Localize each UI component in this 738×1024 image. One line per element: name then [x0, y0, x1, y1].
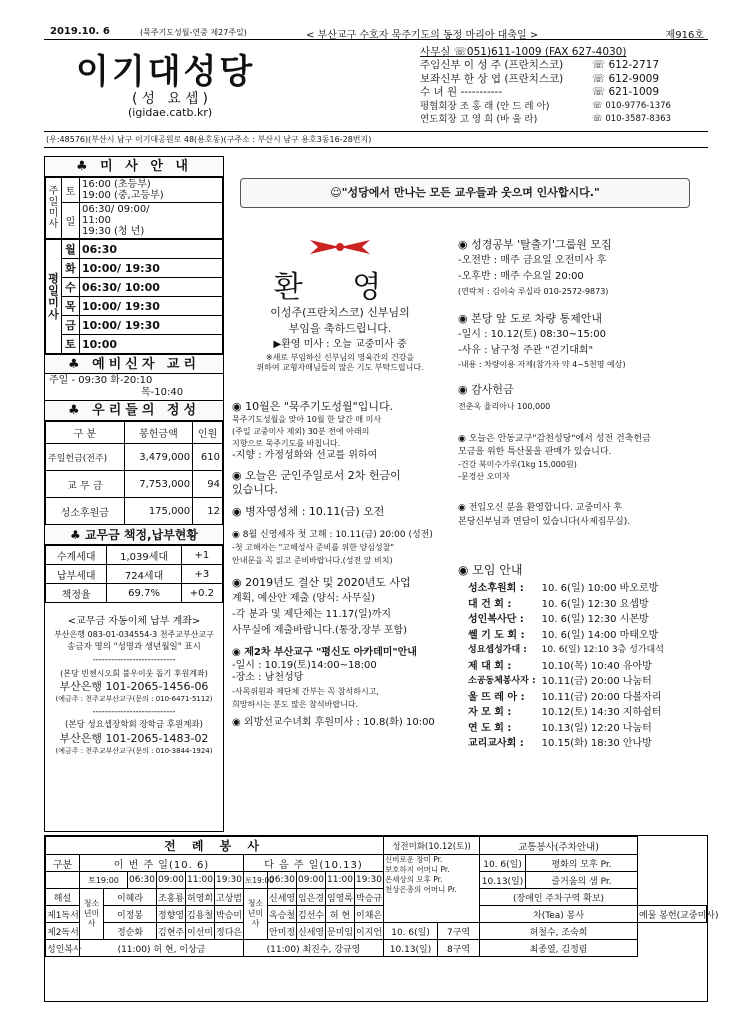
dues-value: 724세대: [107, 565, 181, 584]
meeting-row: [468, 705, 664, 721]
reader-name: 허영희: [186, 889, 215, 906]
meeting-group: 제 대 회 :: [468, 660, 512, 672]
meeting-group: 성요셉성가대 :: [468, 645, 527, 655]
offering-count: 610: [193, 444, 223, 471]
reader-name: 고상범: [215, 889, 244, 906]
division-label: 구분: [46, 855, 80, 872]
reader-name: 신세영: [297, 923, 326, 940]
notice-heading: ◉ 성경공부 '탈출기'그룹원 모집: [458, 238, 612, 251]
notice-item: [458, 311, 708, 371]
reader-name: 안미정: [268, 923, 297, 940]
dues-section-title: ♣ 교무금 책정,납부현황: [45, 525, 223, 545]
mass-schedule-table: [45, 177, 223, 239]
bank-line: (예금주 : 천주교부산교구(문의 : 010-6471-5112): [55, 695, 213, 703]
saturday-label: 토: [62, 178, 80, 203]
notice-line: 계획, 예산안 제출 (양식: 사무실): [232, 593, 375, 604]
reader-name: 박승미: [215, 906, 244, 923]
notice-line: -첫 고해자는 "고해성사 준비를 위한 양심성찰": [232, 543, 395, 552]
time-slot: 09:00: [157, 872, 186, 889]
notice-item: [458, 433, 708, 483]
contact-row: [420, 86, 712, 99]
contact-list: [420, 46, 712, 126]
altar-server-this: (11:00) 허 현, 이상금: [80, 940, 244, 957]
meetings-title: ◉ 모임 안내: [458, 563, 523, 577]
notice-line: -지향 : 가정성화와 선교를 위하여: [232, 450, 378, 461]
greeting-banner: ☺"성당에서 만나는 모든 교우들과 웃으며 인사합시다.": [240, 178, 690, 208]
bank-line: (본당 빈첸시오회 불우이웃 돕기 후원계좌): [60, 669, 208, 678]
welcome-title: 환 영: [273, 270, 402, 305]
offering-category: 주일헌금(전주): [46, 444, 125, 471]
mass-time: 11:00: [82, 215, 111, 226]
notice-heading: ◉ 제2차 부산교구 "평신도 아카데미"안내: [232, 647, 417, 658]
notice-heading: ◉ 8월 신영세자 첫 고해 : 10.11(금) 20:00 (성전): [232, 529, 433, 540]
dues-value: 1,039세대: [107, 546, 181, 565]
time-slot: 09:00: [297, 872, 326, 889]
time-slot: 11:00: [186, 872, 215, 889]
traffic-date: 10. 6(일): [480, 855, 526, 872]
offering-amount: 3,479,000: [124, 444, 193, 471]
contact-row: [420, 100, 712, 113]
notice-item: [232, 400, 447, 463]
meeting-row: [468, 643, 664, 659]
flower-name: 천상은총의 어머니 Pr.: [385, 885, 457, 894]
notice-heading: ◉ 10월은 "묵주기도성월"입니다.: [232, 400, 394, 413]
youth-mass-label: 청소년미사: [80, 889, 104, 940]
bank-divider: ---------------------------: [92, 655, 176, 665]
notice-line: -건강 북미수가루(1kg 15,000원): [458, 460, 577, 469]
notice-heading: ◉ 외방선교수녀회 후원미사 : 10.8(화) 10:00: [232, 716, 435, 728]
contact-label: 주임신부 이 성 주 (프란치스코): [420, 59, 564, 72]
bulletin-header: [44, 27, 708, 40]
contact-phone: ☏ 612-9009: [592, 72, 660, 85]
bank-accounts: [45, 603, 223, 758]
notice-item: [232, 647, 447, 711]
weekday-day: 월: [62, 240, 80, 259]
welcome-note: 위하여 교형자매님들의 많은 기도 부탁드립니다.: [256, 363, 424, 372]
notice-heading: ◉ 오늘은 군인주일로서 2차 헌금이: [232, 468, 401, 482]
reader-name: 이혜라: [104, 889, 157, 906]
weekday-day: 토: [62, 335, 80, 354]
catechism-line: 주일 - 09:30 화-20:10: [49, 375, 153, 386]
meeting-group: 쎌 기 도 회 :: [468, 629, 525, 641]
weekday-day: 목: [62, 297, 80, 316]
contact-label: 연도회장 고 영 희 (바 울 라): [420, 114, 538, 126]
offering-category: 성소후원금: [46, 498, 125, 525]
mass-time: 19:30 (청 년): [82, 226, 145, 237]
notice-item: [232, 505, 447, 519]
traffic-title: 교통봉사(주차안내): [480, 837, 638, 855]
parish-address: (우:48576)(부산시 남구 이기대공원로 48(용호동)(구주소 : 부산시 남구 용호3동16-28번지): [44, 131, 708, 148]
time-slot: 11:00: [326, 872, 355, 889]
time-slot: 토19:00: [80, 872, 128, 889]
time-slot: 06:30: [268, 872, 297, 889]
notice-line: 모금을 위한 특산물을 판매가 있습니다.: [458, 447, 612, 457]
gift-title: 예물 봉헌(교중미사): [638, 906, 707, 923]
weekday-time: 06:30/ 10:00: [80, 278, 223, 297]
notice-line: -내용 : 차량이용 자제(참가자 약 4~5천명 예상): [458, 360, 626, 369]
notice-line: -문경산 오미자: [458, 472, 510, 481]
time-slot: 19:30: [355, 872, 384, 889]
time-slot: 토19:00: [244, 872, 268, 889]
reader-name: 조홍룡: [157, 889, 186, 906]
traffic-group: 즐거움의 샘 Pr.: [526, 872, 638, 889]
notice-line: -장소 : 남천성당: [232, 672, 304, 683]
offering-count: 12: [193, 498, 223, 525]
notice-line: 전춘옥 율리아나 100,000: [458, 402, 551, 411]
reader-name: 문미임: [326, 923, 355, 940]
gift-names: 최종열, 김정림: [480, 940, 638, 957]
notice-heading: ◉ 본당 앞 도로 차량 통제안내: [458, 312, 602, 325]
sunday-mass-label: 주일미사: [46, 178, 62, 239]
meeting-group: 성인복사단 :: [468, 614, 524, 625]
reader-name: 정순화: [104, 923, 157, 940]
tea-title: 차(Tea) 봉사: [480, 906, 638, 923]
meeting-group: 자 모 회 :: [468, 707, 512, 718]
meeting-detail: 10.10(목) 10:40 유아방: [541, 660, 652, 672]
contact-label: 보좌신부 한 상 엽 (프란치스코): [420, 72, 564, 85]
mass-time: 06:30/ 09:00/: [82, 204, 150, 215]
contact-phone: ☏ 010-9776-1376: [592, 100, 671, 111]
offering-section-title: ♣ 우리들의 정성: [45, 401, 223, 421]
reader-name: 이채은: [355, 906, 384, 923]
parish-patron: (성 요셉): [132, 91, 212, 107]
notice-heading: ◉ 감사헌금: [458, 383, 514, 396]
notice-item: [232, 529, 447, 568]
weekday-time: 06:30: [80, 240, 223, 259]
bank-line: 부산은행 083-01-034554-3 천주교부산교구: [54, 630, 214, 639]
meeting-group: 대 건 회 :: [468, 598, 512, 610]
offering-amount: 7,753,000: [124, 471, 193, 498]
notice-heading: ◉ 2019년도 결산 및 2020년도 사업: [232, 576, 411, 589]
role-label: 제1독서: [46, 906, 80, 923]
meeting-detail: 10. 6(일) 12:30 시몬방: [541, 614, 649, 625]
welcome-line: 부임을 축하드립니다.: [288, 322, 392, 335]
dues-label: 수계세대: [46, 546, 107, 565]
reader-name: 임영록: [326, 889, 355, 906]
meeting-detail: 10.15(화) 18:30 안나방: [541, 738, 652, 749]
feast-notice: < 부산교구 수호자 묵주기도의 동정 마리아 대축일 >: [306, 30, 539, 41]
meeting-row: [468, 674, 664, 690]
tea-district: 7구역: [438, 923, 480, 940]
meeting-row: [468, 628, 664, 644]
contact-label: 수 녀 원 -----------: [420, 86, 503, 99]
notice-item: [232, 717, 447, 730]
notice-line: -오후반 : 매주 수요일 20:00: [458, 271, 584, 282]
contact-row: [420, 113, 712, 126]
welcome-line: ▶환영 미사 : 오늘 교중미사 중: [273, 339, 407, 350]
reader-name: 김용철: [186, 906, 215, 923]
notice-heading: ◉ 병자영성체 : 10.11(금) 오전: [232, 504, 385, 518]
tea-district: 8구역: [438, 940, 480, 957]
bank-line: 송금자 명의 "성명과 생년월일" 표시: [67, 642, 201, 652]
notice-line: -사목위원과 제단체 간부는 꼭 참석하시고,: [232, 686, 379, 696]
bank-line: 부산은행 101-2065-1456-06: [59, 680, 209, 693]
notice-line: (연락처 : 김이숙 루실라 010-2572-9873): [458, 287, 609, 296]
meeting-group: 교리교사회 :: [468, 738, 524, 749]
offering-header: 구 분: [46, 422, 125, 444]
reader-name: 김현주: [157, 923, 186, 940]
welcome-block: [240, 305, 440, 373]
bank-line: <교무금 자동이체 납부 계좌>: [67, 616, 201, 627]
meetings-block: [458, 559, 708, 752]
catechism-section-title: ♣ 예비신자 교리: [45, 354, 223, 374]
ornament-icon: [300, 236, 380, 258]
dues-table: [45, 545, 223, 603]
notice-item: [458, 501, 708, 529]
flower-title: 성전미화(10.12(토)): [384, 837, 480, 855]
sunday-label: 일: [62, 203, 80, 239]
bank-line: 부산은행 101-2065-1483-02: [59, 732, 209, 745]
notice-heading: ◉ 전입오신 분을 환영합니다. 교중미사 후: [458, 503, 623, 513]
meeting-detail: 10.11(금) 20:00 나눔터: [541, 676, 652, 687]
meeting-group: 소공동체봉사자 :: [468, 676, 536, 686]
notice-column-left: [232, 400, 447, 729]
traffic-note: (장애인 주차구역 확보): [480, 889, 638, 906]
notice-line: 묵주기도성월을 맞아 10월 한 달간 매 미사: [232, 415, 382, 424]
parish-name: 이기대성당: [76, 52, 256, 92]
weekday-day: 화: [62, 259, 80, 278]
notice-column-right: [458, 237, 708, 752]
meeting-row: [468, 659, 664, 675]
notice-item: [458, 381, 708, 415]
flower-name: 보호하지 어머니 Pr.: [385, 865, 450, 874]
notice-line: 안내문을 꼭 읽고 준비바랍니다.(성전 앞 비치): [232, 556, 393, 565]
meeting-row: [468, 612, 664, 628]
notice-line: 있습니다.: [232, 482, 279, 496]
reader-name: 정다은: [215, 923, 244, 940]
notice-line: -각 분과 및 제단체는 11.17(일)까지: [232, 609, 392, 620]
welcome-note: ※새로 부임하신 신부님의 영육간의 건강을: [265, 353, 415, 362]
meeting-row: [468, 597, 664, 613]
mass-time: 19:00 (중,고등부): [82, 190, 164, 201]
weekday-mass-table: [45, 239, 223, 354]
offering-category: 교 무 금: [46, 471, 125, 498]
offering-header: 봉헌금액: [124, 422, 193, 444]
notice-line: -일시 : 10.12(토) 08:30~15:00: [458, 329, 606, 340]
dues-value: 69.7%: [107, 584, 181, 603]
contact-row: [420, 73, 712, 86]
notice-heading: ◉ 오늘은 안동교구"감천성당"에서 성전 건축헌금: [458, 434, 651, 444]
role-label: 제2독서: [46, 923, 80, 940]
reader-name: 정향영: [157, 906, 186, 923]
youth-mass-label: 청소년미사: [244, 889, 268, 940]
dues-change: +0.2: [181, 584, 222, 603]
offering-amount: 175,000: [124, 498, 193, 525]
reader-name: 김선수: [297, 906, 326, 923]
notice-line: -오전반 : 매주 금요일 오전미사 후: [458, 255, 607, 266]
weekday-time: 10:00/ 19:30: [80, 297, 223, 316]
reader-name: 이선미: [186, 923, 215, 940]
dues-change: +3: [181, 565, 222, 584]
meeting-detail: 10. 6(일) 12:10 3층 성가대석: [541, 645, 664, 655]
tea-date: 10. 6(일): [384, 923, 438, 940]
notice-line: 본당신부님과 면담이 있습니다(사제집무실).: [458, 517, 631, 527]
notice-line: 지향으로 묵주기도를 바칩니다.: [232, 439, 341, 448]
issue-date: 2019.10. 6: [50, 26, 110, 37]
contact-row: [420, 59, 712, 72]
notice-line: -사유 : 남구청 주관 "걷기대회": [458, 345, 594, 356]
notice-line: (주일 교중미사 제외) 30분 전에 아래의: [232, 427, 370, 436]
dues-label: 납부세대: [46, 565, 107, 584]
contact-phone: ☏ 010-3587-8363: [592, 114, 671, 125]
issue-number: 제916호: [665, 30, 704, 41]
meeting-group: 울 뜨 레 아 :: [468, 691, 525, 703]
bank-divider: ---------------------------: [92, 707, 176, 717]
catechism-schedule: [45, 374, 223, 401]
contact-phone: ☏ 621-1009: [592, 86, 660, 99]
time-slot: 06:30: [128, 872, 157, 889]
dues-label: 책정율: [46, 584, 107, 603]
meeting-group: 성소후원회 :: [468, 583, 524, 594]
welcome-ornament: [300, 236, 380, 258]
meeting-detail: 10. 6(일) 12:30 요셉방: [541, 598, 649, 610]
notice-item: [458, 237, 708, 299]
meeting-row: [468, 581, 664, 597]
reader-name: 옥승철: [268, 906, 297, 923]
contact-label: 평협회장 조 홍 래 (안 드 레 아): [420, 100, 550, 112]
contact-phone: ☏ 612-2717: [592, 59, 660, 72]
tea-date: 10.13(일): [384, 940, 438, 957]
notice-item: [232, 575, 447, 639]
bank-line: (예금주 : 천주교부산교구(문의 : 010-3844-1924): [55, 747, 213, 755]
weekday-time: 10:00/ 19:30: [80, 316, 223, 335]
next-week-label: 다 음 주 일(10.13): [244, 855, 384, 872]
traffic-date: 10.13(일): [480, 872, 526, 889]
time-slot: 19:30: [215, 872, 244, 889]
welcome-line: 이성주(프란치스코) 신부님의: [270, 306, 410, 319]
offering-header: 인원: [193, 422, 223, 444]
left-column: [44, 156, 224, 832]
meeting-group: 연 도 회 :: [468, 722, 512, 734]
liturgy-service-section: [44, 835, 719, 1002]
traffic-group: 평화의 모후 Pr.: [526, 855, 638, 872]
altar-server-next: (11:00) 최진수, 강규영: [244, 940, 384, 957]
gift-names: 허철수, 조숙희: [480, 923, 638, 940]
liturgy-service-table: [45, 836, 719, 957]
service-title: 전 례 봉 사: [46, 837, 384, 855]
reader-name: 이지언: [355, 923, 384, 940]
notice-item: [232, 469, 447, 497]
weekday-day: 금: [62, 316, 80, 335]
notice-line: 사무실에 제출바랍니다.(통장,장부 포함): [232, 625, 408, 636]
weekday-mass-label: 평일미사: [46, 240, 62, 354]
meeting-row: [468, 690, 664, 706]
meeting-row: [468, 721, 664, 737]
reader-name: 임은경: [297, 889, 326, 906]
offering-count: 94: [193, 471, 223, 498]
notice-line: -일시 : 10.19(토)14:00~18:00: [232, 659, 377, 671]
mass-time: 16:00 (초등부): [82, 179, 151, 190]
contact-row: [420, 46, 712, 59]
flower-name: 온세상의 모후 Pr.: [385, 875, 443, 884]
reader-name: 신세영: [268, 889, 297, 906]
role-label: 해설: [46, 889, 80, 906]
notice-line: 희망하시는 분도 많은 참석바랍니다.: [232, 699, 359, 709]
flower-name: 신비로운 장미 Pr.: [385, 855, 443, 864]
meeting-detail: 10.11(금) 20:00 다볼자리: [541, 691, 662, 703]
dues-change: +1: [181, 546, 222, 565]
contact-label: 사무실 ☏051)611-1009 (FAX 627-4030): [420, 46, 627, 58]
meeting-detail: 10. 6(일) 10:00 바오로방: [541, 583, 659, 594]
parish-website: (igidae.catb.kr): [128, 106, 213, 119]
mass-section-title: ♣ 미 사 안 내: [45, 157, 223, 177]
flower-names: [384, 855, 480, 923]
weekday-time: 10:00/ 19:30: [80, 259, 223, 278]
meetings-table: [468, 581, 664, 752]
liturgical-season: (묵주기도성월-연중 제27주일): [140, 28, 247, 37]
offering-table: [45, 421, 223, 525]
bank-line: (본당 성요셉장학회 장학금 후원계좌): [65, 720, 203, 730]
meeting-detail: 10.13(일) 12:20 나눔터: [541, 722, 652, 734]
weekday-time: 10:00: [80, 335, 223, 354]
altar-server-label: 성인복사: [46, 940, 80, 957]
meeting-detail: 10.12(토) 14:30 지하쉼터: [541, 707, 662, 718]
meeting-row: [468, 736, 664, 752]
this-week-label: 이 번 주 일(10. 6): [80, 855, 244, 872]
reader-name: 박승규: [355, 889, 384, 906]
meeting-detail: 10. 6(일) 14:00 마태오방: [541, 629, 659, 641]
catechism-line: 목-10:40: [141, 387, 184, 398]
weekday-day: 수: [62, 278, 80, 297]
reader-name: 이정봉: [104, 906, 157, 923]
reader-name: 허 현: [326, 906, 355, 923]
